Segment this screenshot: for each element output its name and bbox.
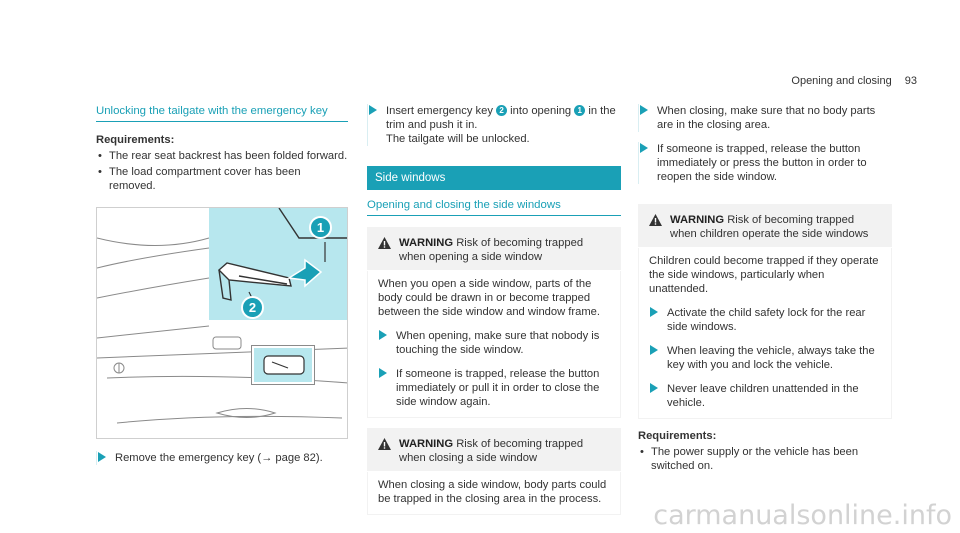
- page-number: 93: [904, 75, 917, 87]
- chapter-banner: Side windows: [367, 166, 621, 190]
- step-result: The tailgate will be unlocked.: [386, 133, 530, 145]
- warning-heading: Risk of becoming trapped when closing a side window: [399, 438, 584, 464]
- step-arrow-icon: [639, 105, 649, 115]
- step-text: When leaving the vehicle, always take the key with you and lock the vehicle.: [667, 345, 875, 371]
- requirement-item: • The load compartment cover has been removed.: [96, 165, 348, 193]
- warning-box: [638, 204, 892, 419]
- warning-heading: Risk of becoming trapped when children operate the side windows: [670, 214, 869, 240]
- callout-2: 2: [241, 296, 264, 319]
- column-3: [638, 104, 892, 473]
- warning-body: [367, 271, 621, 418]
- section-name: Opening and closing: [791, 75, 892, 87]
- step-arrow-icon: [649, 345, 659, 355]
- warning-box: [367, 227, 621, 418]
- warning-text: When closing a side window, body parts could be trapped in the closing area in the process.: [378, 479, 607, 505]
- step-text: If someone is trapped, release the button immediately or pull it in order to close the side window again.: [396, 368, 600, 408]
- warning-triangle-icon: [378, 438, 391, 450]
- warning-text: When you open a side window, parts of the body could be drawn in or become trapped between the side window and window frame.: [378, 278, 601, 318]
- instruction-step: [638, 104, 892, 132]
- step-arrow-icon: [639, 143, 649, 153]
- step-text-part: in the trim and push it in.: [386, 105, 616, 131]
- warning-step: [649, 306, 881, 334]
- requirements-heading: Requirements:: [638, 430, 717, 442]
- step-text: If someone is trapped, release the button immediately or press the button in order to reopen the side window.: [657, 143, 867, 183]
- section-title-tailgate: Unlocking the tailgate with the emergency key: [96, 104, 348, 122]
- warning-triangle-icon: [378, 237, 391, 249]
- warning-header: [638, 204, 892, 248]
- tailgate-lock-detail: [254, 348, 312, 382]
- warning-label: WARNING: [399, 438, 454, 450]
- step-text: Remove the emergency key (→ page 82).: [115, 452, 323, 464]
- column-1: [96, 104, 348, 475]
- callout-1: 1: [309, 216, 332, 239]
- inline-callout-1: 1: [574, 105, 585, 116]
- section-title-side-windows: Opening and closing the side windows: [367, 198, 621, 216]
- tailgate-illustration: [96, 207, 348, 439]
- step-text: When opening, make sure that nobody is touching the side window.: [396, 330, 600, 356]
- step-arrow-icon: [97, 452, 107, 462]
- warning-label: WARNING: [399, 237, 454, 249]
- warning-body: [638, 248, 892, 419]
- warning-step: [649, 382, 881, 410]
- watermark: carmanualsonline.info: [653, 500, 952, 531]
- warning-label: WARNING: [670, 214, 725, 226]
- warning-text: Children could become trapped if they operate the side windows, particularly when unattended.: [649, 255, 879, 295]
- step-arrow-icon: [649, 307, 659, 317]
- step-text: Activate the child safety lock for the rear side windows.: [667, 307, 866, 333]
- step-text-part: Insert emergency key: [386, 105, 493, 117]
- step-arrow-icon: [378, 330, 388, 340]
- tailgate-location-marker: [252, 346, 314, 384]
- zoom-panel: [209, 208, 348, 320]
- requirement-item: • The power supply or the vehicle has been switched on.: [638, 445, 892, 473]
- warning-heading: Risk of becoming trapped when opening a side window: [399, 237, 584, 263]
- warning-triangle-icon: [649, 214, 662, 226]
- step-arrow-icon: [368, 105, 378, 115]
- column-2: [367, 104, 621, 525]
- step-arrow-icon: [649, 383, 659, 393]
- warning-step: [378, 367, 610, 409]
- instruction-step: [638, 142, 892, 184]
- warning-step: [649, 344, 881, 372]
- instruction-step: [367, 104, 621, 146]
- step-text: Never leave children unattended in the vehicle.: [667, 383, 859, 409]
- requirement-item: • The rear seat backrest has been folded forward.: [96, 149, 348, 163]
- page-header: [791, 74, 917, 88]
- requirements-heading: Requirements:: [96, 134, 175, 146]
- step-text-part: into opening: [510, 105, 572, 117]
- warning-body: [367, 472, 621, 515]
- inline-callout-2: 2: [496, 105, 507, 116]
- warning-header: [367, 428, 621, 472]
- warning-box: [367, 428, 621, 515]
- step-text: When closing, make sure that no body parts are in the closing area.: [657, 105, 876, 131]
- warning-header: [367, 227, 621, 271]
- step-arrow-icon: [378, 368, 388, 378]
- warning-step: [378, 329, 610, 357]
- instruction-step: [96, 451, 348, 465]
